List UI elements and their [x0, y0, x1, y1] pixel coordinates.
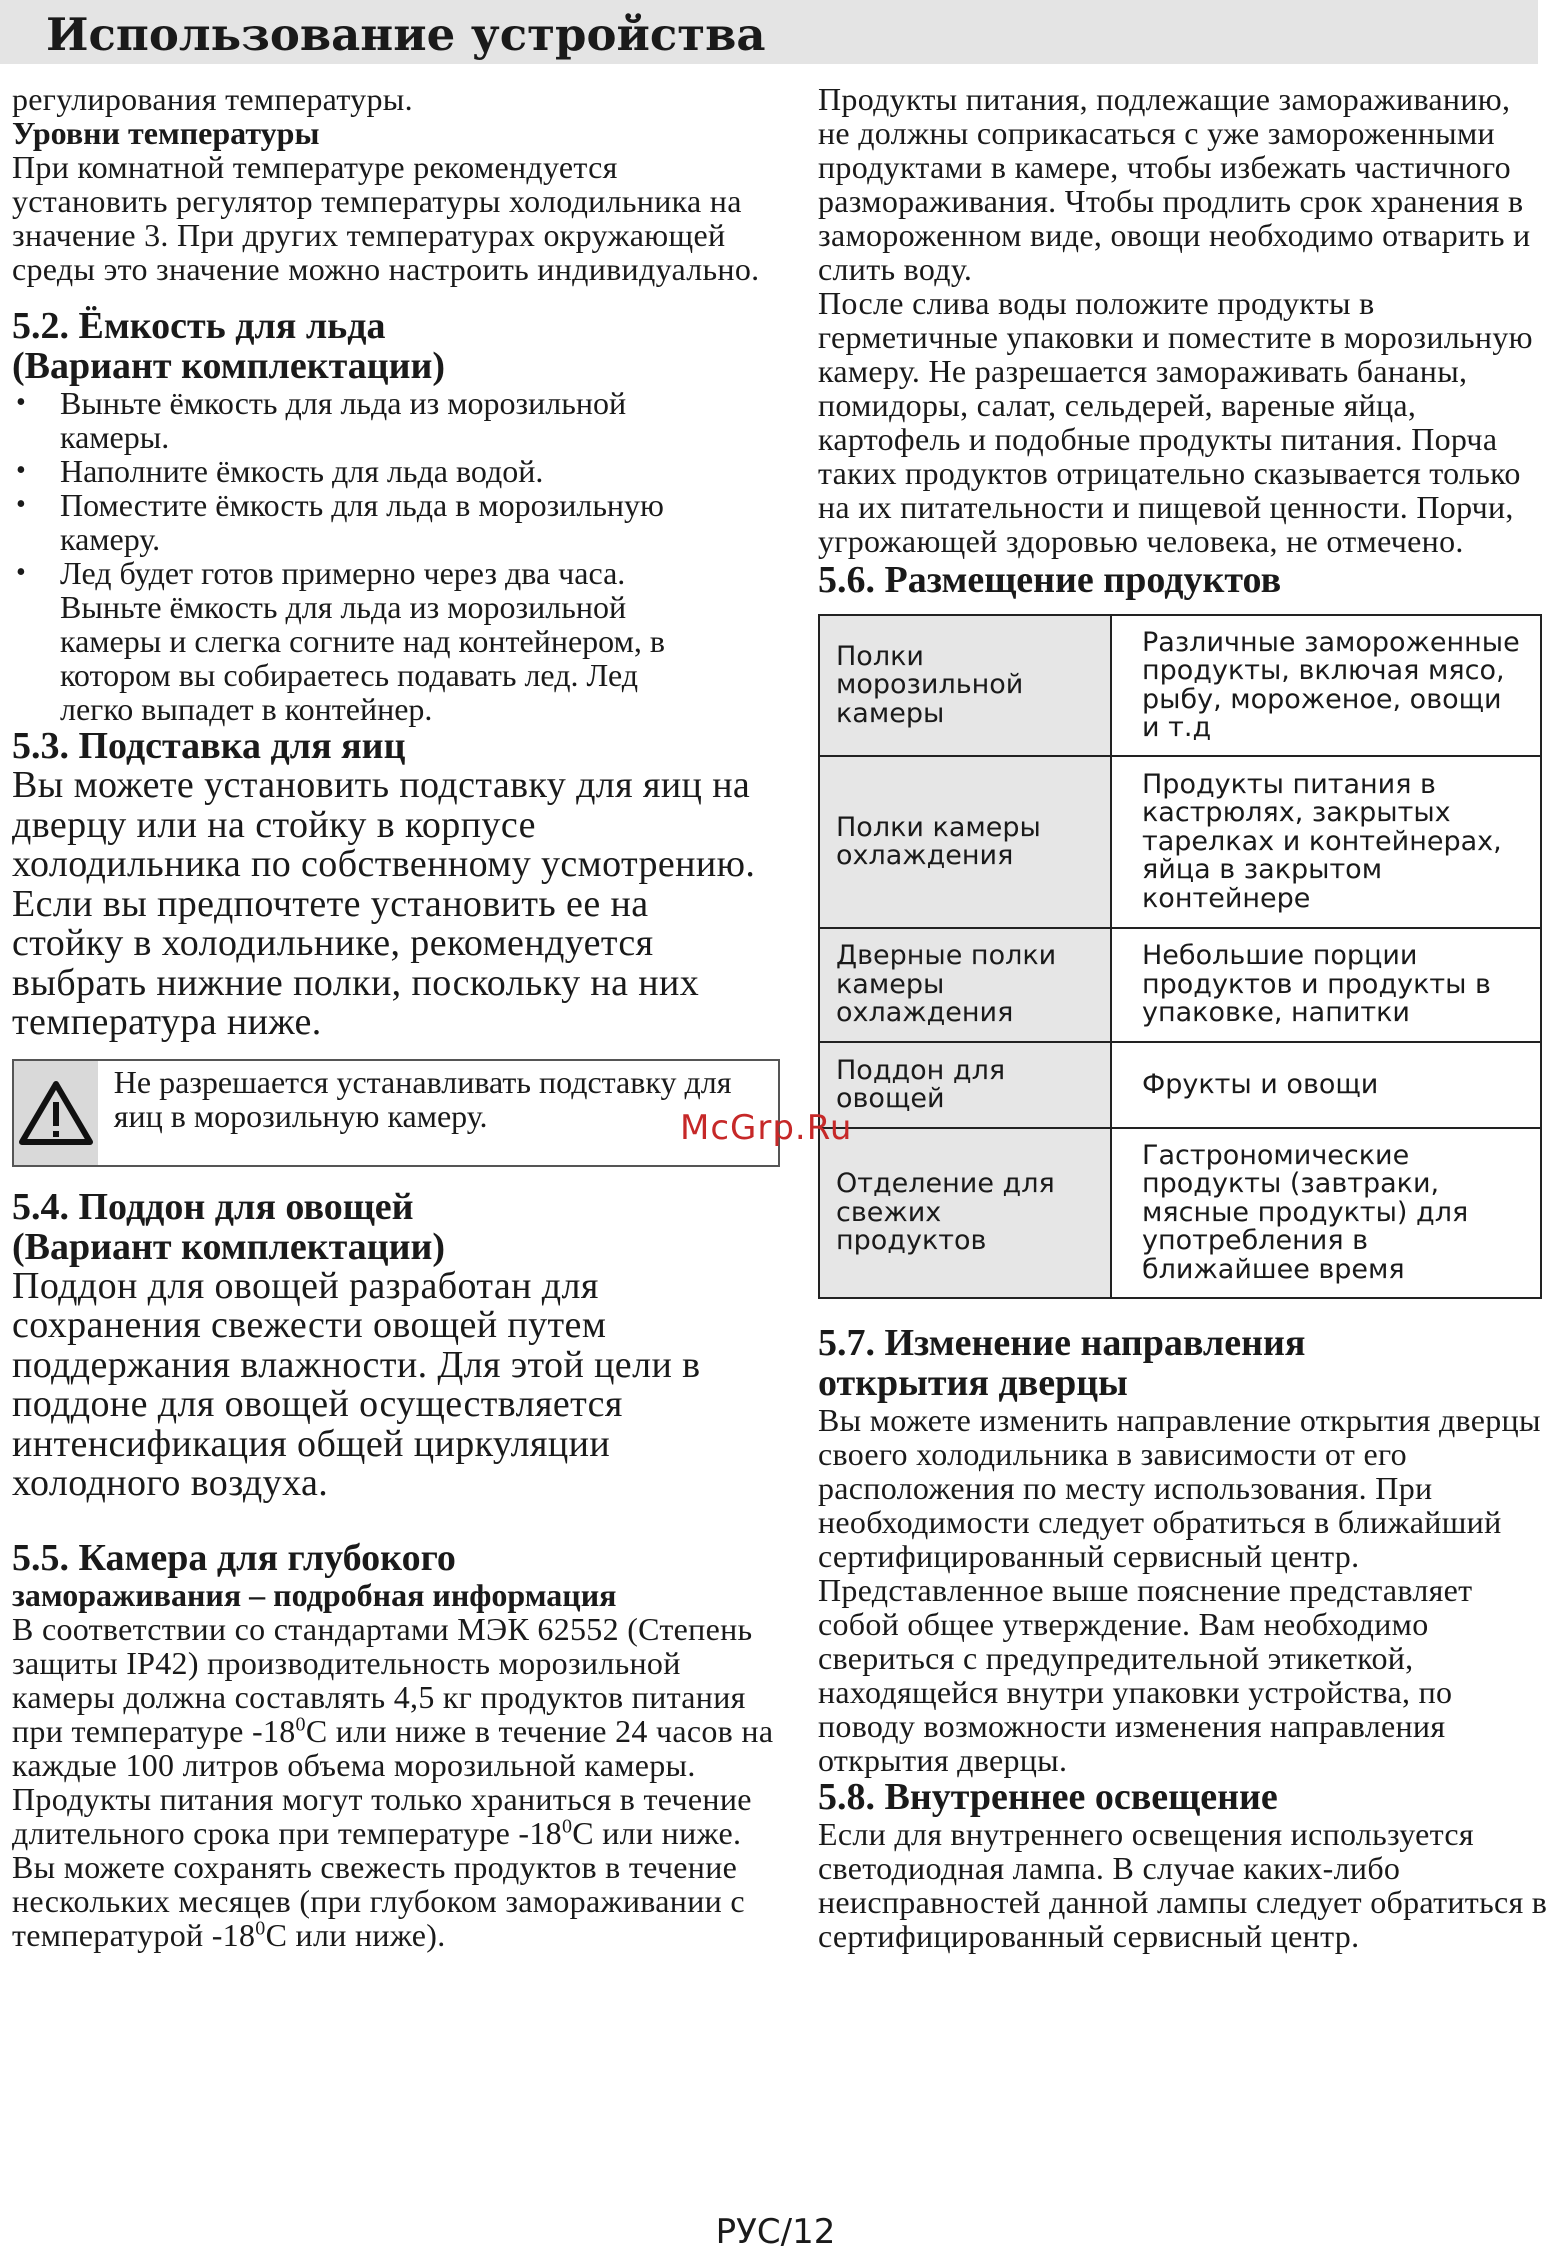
section-5-7-heading: 5.7. Изменение направления	[818, 1322, 1306, 1364]
table-row	[819, 756, 1541, 928]
table-cell-place: Полки камеры охлаждения	[819, 756, 1111, 928]
table-cell-place: Полки морозильной камеры	[819, 615, 1111, 756]
table-cell-items: Продукты питания в кастрюлях, закрытых тарелках и контейнерах, яйца в закрытом контейнере	[1111, 756, 1541, 928]
list-item: • Поместите ёмкость для льда в морозильную камеру.	[12, 488, 702, 556]
section-5-8-heading: 5.8. Внутреннее освещение	[818, 1776, 1278, 1818]
section-5-3-heading: 5.3. Подставка для яиц	[12, 725, 406, 767]
section-5-4-heading: 5.4. Поддон для овощей	[12, 1185, 414, 1228]
page-number: РУС/12	[715, 2212, 836, 2252]
table-cell-items: Различные замороженные продукты, включая мясо, рыбу, мороженое, овощи и т.д	[1111, 615, 1541, 756]
table-row	[819, 1128, 1541, 1298]
temp-levels-heading: Уровни температуры	[12, 115, 320, 151]
ice-tray-steps	[12, 386, 702, 726]
section-5-2-heading: 5.2. Ёмкость для льда	[12, 305, 386, 347]
table-row	[819, 615, 1541, 756]
page-title: Использование устройства	[46, 8, 766, 61]
table-cell-items: Фрукты и овощи	[1111, 1042, 1541, 1128]
food-placement-table	[818, 614, 1542, 1299]
list-item: • Выньте ёмкость для льда из морозильной камеры.	[12, 386, 702, 454]
section-5-5-para-2: Продукты питания могут только храниться в течение длительного срока при температуре $-18^0C$ или ниже.	[12, 1780, 752, 1851]
section-5-5-para-1: В соответствии со стандартами МЭК 62552 (Степень защиты IP42) производительность морозильной камеры должна составлять 4,5 кг продуктов питания при температуре $-18^0C$ или ниже в течение 24 часов на каждые 100 литров объема морозильной камеры.	[12, 1610, 774, 1783]
right-column	[818, 82, 1548, 1953]
section-5-2-subheading: (Вариант комплектации)	[12, 345, 446, 387]
section-5-7-text: Вы можете изменить направление открытия дверцы своего холодильника в зависимости от его расположения по месту использования. При необходимости следует обратиться в ближайший сертифицированный сервисный центр. Представленное выше пояснение представляет собой общее утверждение. Вам необходимо свериться с предупредительной этикеткой, находящейся внутри упаковки устройства, по поводу возможности изменения направления открытия дверцы.	[818, 1402, 1541, 1778]
section-5-6-heading: 5.6. Размещение продуктов	[818, 559, 1282, 601]
section-5-5-para-3: Вы можете сохранять свежесть продуктов в течение нескольких месяцев (при глубоком замораживании с температурой $-18^0C$ или ниже).	[12, 1848, 745, 1953]
table-cell-place: Дверные полки камеры охлаждения	[819, 928, 1111, 1042]
warning-icon	[14, 1061, 98, 1165]
freezing-para-1: Продукты питания, подлежащие замораживанию, не должны соприкасаться с уже замороженными продуктами в камере, чтобы избежать частичного размораживания. Чтобы продлить срок хранения в замороженном виде, овощи необходимо отварить и слить воду.	[818, 81, 1531, 287]
section-5-8-text: Если для внутреннего освещения используется светодиодная лампа. В случае каких-либо неисправностей данной лампы следует обратиться в сертифицированный сервисный центр.	[818, 1816, 1548, 1954]
warning-box	[12, 1059, 780, 1167]
freezing-para-2: После слива воды положите продукты в герметичные упаковки и поместите в морозильную камеру. Не разрешается замораживать бананы, помидоры, салат, сельдерей, вареные яйца, картофель и подобные продукты питания. Порча таких продуктов отрицательно сказывается только на их питательности и пищевой ценности. Порчи, угрожающей здоровью человека, не отмечено.	[818, 285, 1533, 559]
table-row	[819, 928, 1541, 1042]
section-5-4-subheading: (Вариант комплектации)	[12, 1225, 446, 1268]
page-header	[0, 0, 1538, 64]
list-item: • Лед будет готов примерно через два часа. Выньте ёмкость для льда из морозильной камеры и слегка согните над контейнером, в котором вы собираетесь подавать лед. Лед легко выпадет в контейнер.	[12, 556, 702, 726]
temp-levels-text: При комнатной температуре рекомендуется установить регулятор температуры холодильника на значение 3. При других температурах окружающей среды это значение можно настроить индивидуально.	[12, 149, 760, 287]
list-item: • Наполните ёмкость для льда водой.	[12, 454, 702, 488]
section-5-5-subheading: замораживания – подробная информация	[12, 1576, 617, 1613]
table-cell-items: Небольшие порции продуктов и продукты в упаковке, напитки	[1111, 928, 1541, 1042]
warning-text: Не разрешается устанавливать подставку для яиц в морозильную камеру.	[113, 1063, 732, 1134]
table-cell-place: Поддон для овощей	[819, 1042, 1111, 1128]
section-5-3-text: Вы можете установить подставку для яиц на дверцу или на стойку в корпусе холодильника по собственному усмотрению. Если вы предпочтете установить ее на стойку в холодильнике, рекомендуется выбрать нижние полки, поскольку на них температура ниже.	[12, 764, 756, 1043]
intro-continuation: регулирования температуры.	[12, 81, 413, 117]
table-cell-items: Гастрономические продукты (завтраки, мясные продукты) для употребления в ближайшее время	[1111, 1128, 1541, 1298]
watermark-text: McGrp.Ru	[680, 1108, 853, 1148]
section-5-4-text: Поддон для овощей разработан для сохранения свежести овощей путем поддержания влажности. Для этой цели в поддоне для овощей осуществляется интенсификация общей циркуляции холодного воздуха.	[12, 1264, 701, 1504]
section-5-5-heading: 5.5. Камера для глубокого	[12, 1536, 456, 1579]
table-cell-place: Отделение для свежих продуктов	[819, 1128, 1111, 1298]
left-column	[12, 82, 782, 1952]
section-5-7-subheading: открытия дверцы	[818, 1362, 1128, 1404]
table-row	[819, 1042, 1541, 1128]
